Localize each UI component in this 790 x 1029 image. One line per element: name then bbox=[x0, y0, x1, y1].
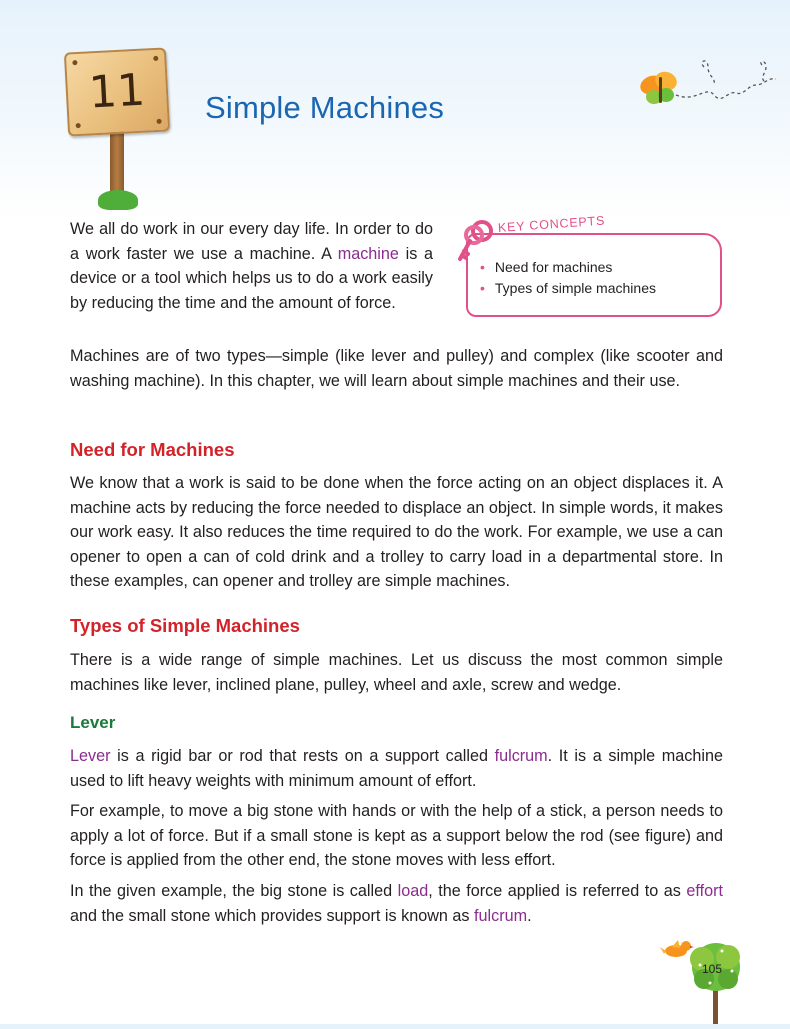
term-load: load bbox=[397, 882, 429, 900]
nail-icon bbox=[156, 119, 161, 124]
key-concepts-box bbox=[460, 215, 728, 325]
intro-text-cont: is a device or a tool which helps us to do a work easily by reducing the time and the amount of force. bbox=[70, 244, 433, 312]
signpost-board bbox=[64, 47, 170, 136]
lever-text-cont: . It is a simple machine used to lift heavy weights with minimum amount of effort. bbox=[70, 747, 723, 790]
lever-text: is a rigid bar or rod that rests on a support called bbox=[110, 747, 495, 765]
types-paragraph: There is a wide range of simple machines. Let us discuss the most common simple machines like lever, inclined plane, pulley, wheel and axle, screw and wedge. bbox=[70, 651, 723, 694]
bird-icon bbox=[660, 937, 694, 961]
chapter-title: Simple Machines bbox=[205, 90, 445, 125]
term-lever: Lever bbox=[70, 747, 111, 765]
lever-parts-text: In the given example, the big stone is called bbox=[70, 882, 398, 900]
signpost-icon bbox=[62, 40, 172, 185]
nail-icon bbox=[72, 60, 77, 65]
page-number-tree bbox=[660, 935, 760, 1024]
lever-parts-text: and the small stone which provides support is known as bbox=[70, 906, 474, 925]
lever-parts-paragraph bbox=[70, 879, 723, 928]
intro-paragraph bbox=[70, 217, 433, 315]
heading-need-for-machines: Need for Machines bbox=[70, 439, 235, 460]
lever-example-paragraph: For example, to move a big stone with hands or with the help of a stick, a person needs to apply a lot of force. But if a small stone is kept as a support below the rod (see figure) and force is applied from the other end, the stone moves with less effort. bbox=[70, 802, 723, 869]
term-effort: effort bbox=[686, 882, 723, 900]
key-concepts-title: KEY CONCEPTS bbox=[497, 213, 606, 235]
key-concept-item: • Types of simple machines bbox=[480, 278, 656, 299]
butterfly-icon bbox=[636, 55, 786, 115]
nail-icon bbox=[76, 123, 81, 128]
term-fulcrum: fulcrum bbox=[474, 906, 528, 925]
grass-tuft bbox=[98, 190, 138, 210]
nail-icon bbox=[153, 56, 158, 61]
page-number: 105 bbox=[702, 962, 723, 976]
heading-lever: Lever bbox=[70, 713, 116, 732]
term-machine: machine bbox=[337, 244, 399, 263]
heading-types-of-simple-machines: Types of Simple Machines bbox=[70, 615, 300, 636]
need-paragraph: We know that a work is said to be done when the force acting on an object displaces it. A machine acts by reducing the force needed to displace an object. In simple words, it makes our work easy. It also reduces the time required to do the work. For example, we use a can opener to open a can of cold drink and a trolley to carry load in a departmental store. In these examples, can opener and trolley are simple machines. bbox=[70, 474, 723, 590]
lever-parts-text: , the force applied is referred to as bbox=[428, 882, 687, 900]
lever-parts-text: . bbox=[527, 906, 532, 925]
key-concept-item: • Need for machines bbox=[480, 257, 656, 278]
chapter-number: 11 bbox=[87, 64, 147, 119]
intro-text: We all do work in our every day life. In order to do a work faster we use a machine. A bbox=[70, 220, 433, 263]
key-concepts-list bbox=[480, 257, 656, 299]
term-fulcrum: fulcrum bbox=[494, 747, 548, 765]
lever-definition-paragraph bbox=[70, 744, 723, 793]
machines-types-paragraph: Machines are of two types—simple (like lever and pulley) and complex (like scooter and washing machine). In this chapter, we will learn about simple machines and their use. bbox=[70, 347, 723, 390]
